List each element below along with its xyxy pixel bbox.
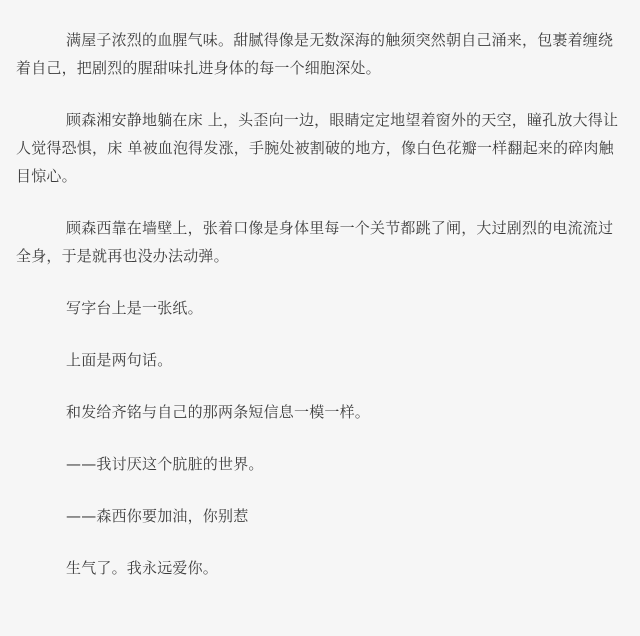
paragraph-9: 生气了。我永远爱你。 [66, 559, 219, 577]
paragraph-2: 顾森湘安静地躺在床 上，头歪向一边，眼睛定定地望着窗外的天空，瞳孔放大得让人觉得恐惧，床 单被血泡得发涨，手腕处被割破的地方，像白色花瓣一样翻起来的碎肉触目惊心。 [16, 111, 619, 185]
paragraph-6: 和发给齐铭与自己的那两条短信息一模一样。 [66, 403, 371, 421]
paragraph-5: 上面是两句话。 [66, 351, 173, 369]
paragraph-1: 满屋子浓烈的血腥气味。甜腻得像是无数深海的触须突然朝自己涌来，包裹着缠绕着自己，把剧烈的腥甜味扎进身体的每一个细胞深处。 [16, 31, 614, 77]
paragraph-7: ——我讨厌这个肮脏的世界。 [66, 455, 264, 473]
paragraph-8: ——森西你要加油，你别惹 [66, 507, 249, 525]
paragraph-4: 写字台上是一张纸。 [66, 299, 203, 317]
paragraph-3: 顾森西靠在墙壁上，张着口像是身体里每一个关节都跳了闸，大过剧烈的电流流过全身，于是就再也没办法动弹。 [16, 219, 614, 265]
